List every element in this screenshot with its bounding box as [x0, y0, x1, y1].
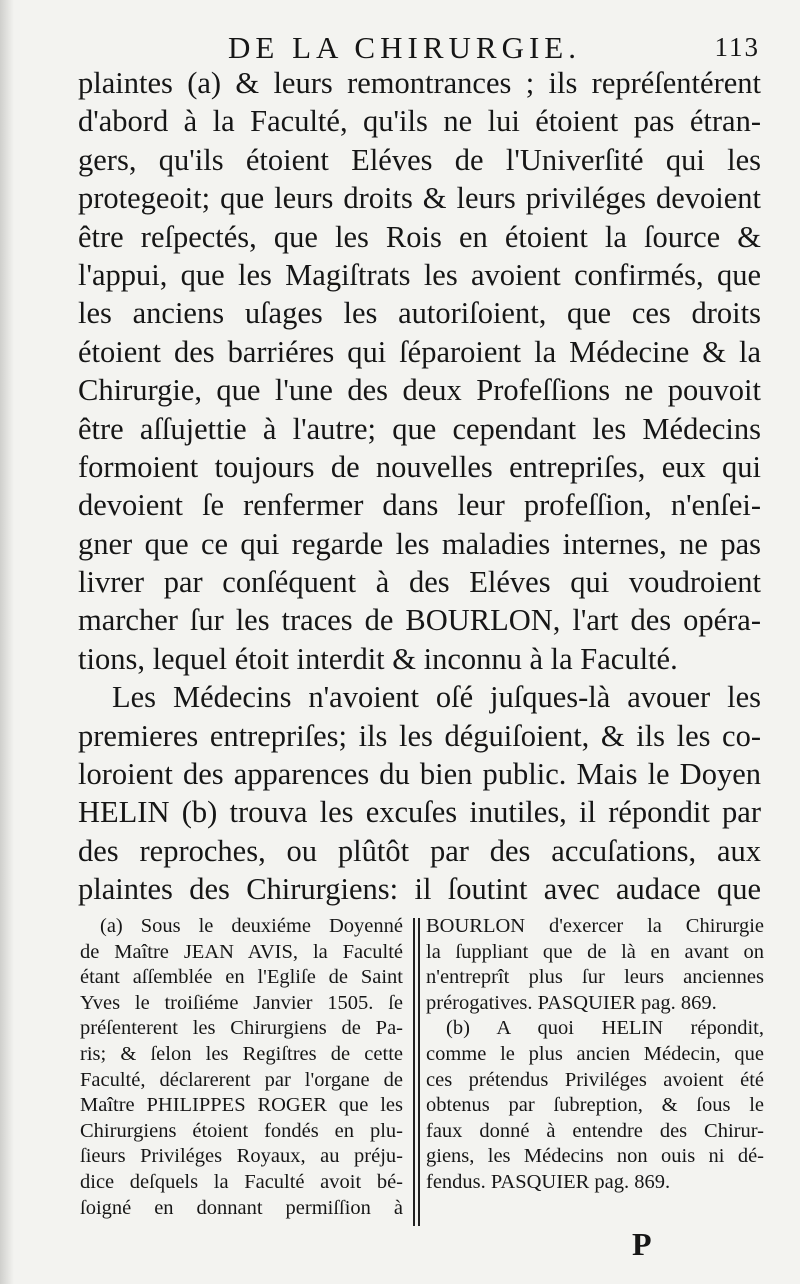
footnote-line: préſenterent les Chirurgiens de Pa-	[80, 1017, 403, 1040]
footnote-line: n'entreprît plus ſur leurs anciennes	[426, 966, 764, 989]
body-line: être reſpectés, que les Rois en étoient la ſource &	[78, 219, 761, 254]
column-divider-rule	[418, 918, 420, 1226]
body-line: être aſſujettie à l'autre; que cependant les Médecins	[78, 411, 761, 446]
body-line: les anciens uſages les autoriſoient, que ces droits	[78, 296, 761, 331]
body-line: des reproches, ou plûtôt par des accuſations, aux	[78, 833, 761, 868]
signature-mark: P	[632, 1226, 652, 1262]
footnote-line: de Maître JEAN AVIS, la Faculté	[80, 940, 403, 963]
footnote-line: étant aſſemblée en l'Egliſe de Saint	[80, 966, 403, 989]
footnote-line: dice deſquels la Faculté avoit bé-	[80, 1170, 403, 1193]
column-divider-rule	[413, 918, 415, 1226]
footnote-column-left	[80, 914, 403, 1221]
body-line: tions, lequel étoit interdit & inconnu à la Faculté.	[78, 641, 678, 676]
page-number: 113	[714, 32, 760, 62]
body-line: Les Médecins n'avoient oſé juſques-là avouer les	[112, 680, 761, 715]
footnote-line: obtenus par ſubreption, & ſous le	[426, 1094, 764, 1117]
footnote-line: prérogatives. PASQUIER pag. 869.	[426, 991, 717, 1014]
footnote-line: ris; & ſelon les Regiſtres de cette	[80, 1042, 403, 1065]
footnote-line: Maître PHILIPPES ROGER que les	[80, 1094, 403, 1117]
body-line: plaintes des Chirurgiens: il ſoutint avec audace que	[78, 872, 761, 907]
body-line: Chirurgie, que l'une des deux Profeſſions ne pouvoit	[78, 373, 761, 408]
footnote-line: fendus. PASQUIER pag. 869.	[426, 1170, 671, 1193]
footnote-line: Chirurgiens étoient fondés en plu-	[80, 1119, 403, 1142]
body-line: livrer par conſéquent à des Eléves qui voudroient	[78, 565, 761, 600]
body-line: premieres entrepriſes; ils les déguiſoient, & ils les co-	[78, 718, 761, 753]
main-text	[78, 64, 761, 909]
body-line: HELIN (b) trouva les excuſes inutiles, il répondit par	[78, 795, 761, 830]
body-line: plaintes (a) & leurs remontrances ; ils repréſentérent	[78, 66, 761, 100]
footnote-line: Yves le troiſiéme Janvier 1505. ſe	[80, 991, 403, 1014]
body-line: l'appui, que les Magiſtrats les avoient confirmés, que	[78, 257, 761, 292]
footnote-line: (b) A quoi HELIN répondit,	[446, 1017, 764, 1040]
page-edge-shadow	[0, 0, 14, 1284]
body-line: gner que ce qui regarde les maladies internes, ne pas	[78, 526, 761, 561]
body-line: formoient toujours de nouvelles entrepriſes, eux qui	[78, 449, 761, 484]
footnote-line: (a) Sous le deuxiéme Doyenné	[100, 915, 403, 937]
footnotes	[80, 914, 764, 1226]
body-line: protegeoit; que leurs droits & leurs priviléges devoient	[78, 181, 761, 216]
body-line: gers, qu'ils étoient Eléves de l'Univerſité qui les	[78, 142, 761, 177]
running-title: DE LA CHIRURGIE.	[228, 30, 581, 65]
footnote-line: Faculté, déclarerent par l'organe de	[80, 1068, 403, 1091]
body-line: étoient des barriéres qui ſéparoient la Médecine & la	[78, 334, 761, 369]
footnote-line: comme le plus ancien Médecin, que	[426, 1042, 764, 1065]
body-line: loroient des apparences du bien public. Mais le Doyen	[78, 757, 761, 792]
footnote-line: BOURLON d'exercer la Chirurgie	[426, 915, 764, 937]
body-line: devoient ſe renfermer dans leur profeſſion, n'enſei-	[78, 488, 761, 523]
body-line: d'abord à la Faculté, qu'ils ne lui étoient pas étran-	[78, 104, 761, 139]
footnote-line: ſoigné en donnant permiſſion à	[80, 1196, 403, 1219]
footnote-line: la ſuppliant que de là en avant on	[426, 940, 764, 963]
footnote-column-right	[426, 914, 764, 1196]
footnote-line: ſieurs Priviléges Royaux, au préju-	[80, 1145, 403, 1168]
body-line: marcher ſur les traces de BOURLON, l'art des opéra-	[78, 603, 761, 638]
footnote-line: faux donné à entendre des Chirur-	[426, 1119, 764, 1142]
footnote-line: giens, les Médecins non ouis ni dé-	[426, 1145, 764, 1168]
footnote-line: ces prétendus Priviléges avoient été	[426, 1068, 764, 1091]
